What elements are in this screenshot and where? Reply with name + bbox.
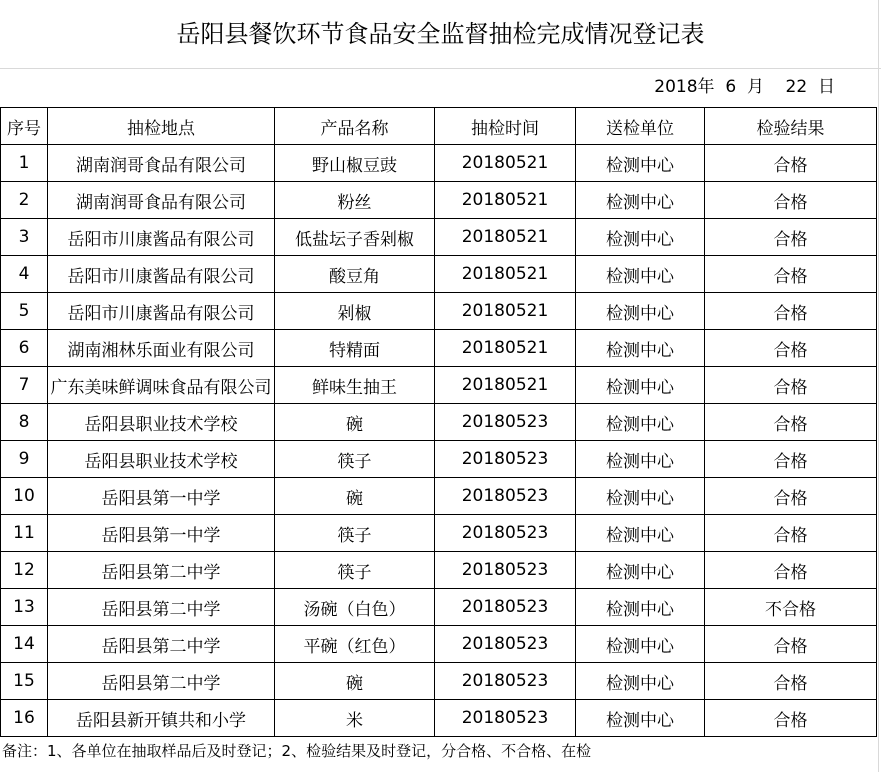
cell-location: 广东美味鲜调味食品有限公司 — [48, 367, 275, 404]
cell-index: 9 — [1, 441, 48, 478]
cell-index: 6 — [1, 330, 48, 367]
table-row — [1, 441, 877, 478]
cell-location: 岳阳县第一中学 — [48, 515, 275, 552]
cell-location: 岳阳县第二中学 — [48, 552, 275, 589]
table-row — [1, 330, 877, 367]
cell-location: 岳阳县职业技术学校 — [48, 441, 275, 478]
cell-result: 合格 — [705, 330, 877, 367]
cell-lab: 检测中心 — [576, 552, 705, 589]
cell-location: 湖南润哥食品有限公司 — [48, 182, 275, 219]
cell-product: 粉丝 — [275, 182, 435, 219]
cell-lab: 检测中心 — [576, 515, 705, 552]
cell-result: 合格 — [705, 515, 877, 552]
cell-lab: 检测中心 — [576, 700, 705, 737]
cell-lab: 检测中心 — [576, 145, 705, 182]
footnote: 备注：1、各单位在抽取样品后及时登记；2、检验结果及时登记，分合格、不合格、在检 — [2, 742, 592, 760]
cell-result: 合格 — [705, 552, 877, 589]
cell-lab: 检测中心 — [576, 626, 705, 663]
cell-date: 20180521 — [435, 219, 576, 256]
header-product: 产品名称 — [275, 108, 435, 145]
header-location: 抽检地点 — [48, 108, 275, 145]
cell-location: 岳阳市川康酱品有限公司 — [48, 219, 275, 256]
cell-result: 合格 — [705, 219, 877, 256]
cell-product: 碗 — [275, 478, 435, 515]
cell-date: 20180523 — [435, 515, 576, 552]
cell-product: 汤碗（白色） — [275, 589, 435, 626]
cell-location: 湖南润哥食品有限公司 — [48, 145, 275, 182]
cell-date: 20180523 — [435, 441, 576, 478]
title-divider — [0, 68, 881, 69]
cell-location: 岳阳县第二中学 — [48, 589, 275, 626]
header-index: 序号 — [1, 108, 48, 145]
table-row — [1, 552, 877, 589]
cell-date: 20180523 — [435, 478, 576, 515]
cell-result: 合格 — [705, 182, 877, 219]
cell-index: 5 — [1, 293, 48, 330]
cell-date: 20180523 — [435, 589, 576, 626]
cell-index: 10 — [1, 478, 48, 515]
cell-location: 岳阳县职业技术学校 — [48, 404, 275, 441]
cell-index: 15 — [1, 663, 48, 700]
inspection-table — [0, 107, 877, 737]
cell-result: 合格 — [705, 256, 877, 293]
cell-date: 20180523 — [435, 404, 576, 441]
cell-location: 岳阳市川康酱品有限公司 — [48, 256, 275, 293]
cell-result: 合格 — [705, 145, 877, 182]
cell-lab: 检测中心 — [576, 182, 705, 219]
cell-index: 12 — [1, 552, 48, 589]
cell-product: 野山椒豆豉 — [275, 145, 435, 182]
cell-result: 合格 — [705, 700, 877, 737]
cell-result: 不合格 — [705, 589, 877, 626]
cell-index: 16 — [1, 700, 48, 737]
cell-result: 合格 — [705, 293, 877, 330]
cell-index: 8 — [1, 404, 48, 441]
table-row — [1, 182, 877, 219]
cell-index: 4 — [1, 256, 48, 293]
cell-lab: 检测中心 — [576, 663, 705, 700]
cell-date: 20180523 — [435, 552, 576, 589]
cell-lab: 检测中心 — [576, 441, 705, 478]
cell-result: 合格 — [705, 441, 877, 478]
header-lab: 送检单位 — [576, 108, 705, 145]
cell-lab: 检测中心 — [576, 330, 705, 367]
header-date: 抽检时间 — [435, 108, 576, 145]
cell-date: 20180521 — [435, 145, 576, 182]
cell-index: 14 — [1, 626, 48, 663]
cell-product: 碗 — [275, 404, 435, 441]
table-row — [1, 478, 877, 515]
cell-result: 合格 — [705, 478, 877, 515]
cell-location: 岳阳县新开镇共和小学 — [48, 700, 275, 737]
cell-date: 20180523 — [435, 700, 576, 737]
cell-lab: 检测中心 — [576, 367, 705, 404]
cell-location: 岳阳县第二中学 — [48, 626, 275, 663]
cell-date: 20180523 — [435, 626, 576, 663]
cell-index: 7 — [1, 367, 48, 404]
report-date: 2018年 6 月 22 日 — [654, 77, 835, 97]
cell-lab: 检测中心 — [576, 478, 705, 515]
table-row — [1, 663, 877, 700]
table-row — [1, 219, 877, 256]
cell-location: 岳阳市川康酱品有限公司 — [48, 293, 275, 330]
cell-product: 碗 — [275, 663, 435, 700]
table-row — [1, 700, 877, 737]
cell-date: 20180521 — [435, 367, 576, 404]
cell-lab: 检测中心 — [576, 256, 705, 293]
cell-date: 20180521 — [435, 330, 576, 367]
table-row — [1, 293, 877, 330]
table-row — [1, 256, 877, 293]
cell-location: 岳阳县第二中学 — [48, 663, 275, 700]
table-header-row — [1, 108, 877, 145]
cell-result: 合格 — [705, 626, 877, 663]
cell-date: 20180523 — [435, 663, 576, 700]
cell-index: 13 — [1, 589, 48, 626]
cell-result: 合格 — [705, 663, 877, 700]
cell-product: 筷子 — [275, 552, 435, 589]
cell-product: 低盐坛子香剁椒 — [275, 219, 435, 256]
cell-index: 11 — [1, 515, 48, 552]
cell-product: 筷子 — [275, 441, 435, 478]
table-row — [1, 515, 877, 552]
cell-product: 酸豆角 — [275, 256, 435, 293]
cell-product: 米 — [275, 700, 435, 737]
cell-product: 特精面 — [275, 330, 435, 367]
cell-product: 剁椒 — [275, 293, 435, 330]
sheet-edge — [878, 0, 879, 772]
cell-date: 20180521 — [435, 293, 576, 330]
header-result: 检验结果 — [705, 108, 877, 145]
cell-lab: 检测中心 — [576, 219, 705, 256]
table-row — [1, 367, 877, 404]
table-row — [1, 589, 877, 626]
table-row — [1, 404, 877, 441]
cell-location: 岳阳县第一中学 — [48, 478, 275, 515]
cell-lab: 检测中心 — [576, 404, 705, 441]
cell-product: 筷子 — [275, 515, 435, 552]
cell-result: 合格 — [705, 404, 877, 441]
cell-result: 合格 — [705, 367, 877, 404]
cell-lab: 检测中心 — [576, 589, 705, 626]
cell-product: 鲜味生抽王 — [275, 367, 435, 404]
cell-index: 3 — [1, 219, 48, 256]
cell-date: 20180521 — [435, 256, 576, 293]
document-title: 岳阳县餐饮环节食品安全监督抽检完成情况登记表 — [176, 20, 705, 48]
cell-lab: 检测中心 — [576, 293, 705, 330]
cell-date: 20180521 — [435, 182, 576, 219]
table-row — [1, 626, 877, 663]
table-row — [1, 145, 877, 182]
cell-index: 2 — [1, 182, 48, 219]
cell-location: 湖南湘林乐面业有限公司 — [48, 330, 275, 367]
cell-product: 平碗（红色） — [275, 626, 435, 663]
cell-index: 1 — [1, 145, 48, 182]
